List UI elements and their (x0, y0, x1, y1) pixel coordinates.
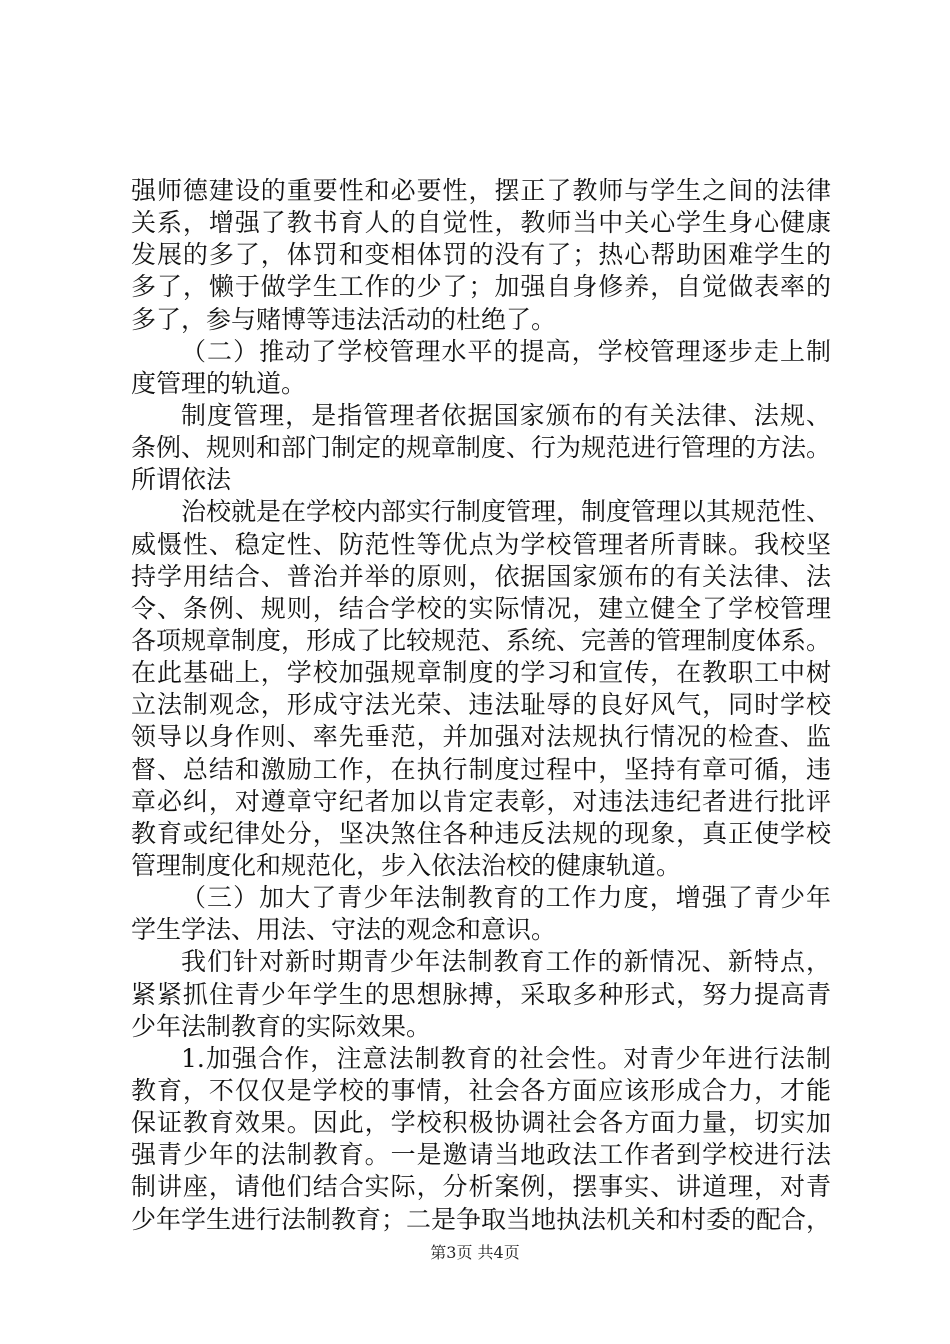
text-line: 所谓依法 (131, 465, 232, 495)
text-line: 少年学生进行法制教育；二是争取当地执法机关和村委的配合， (131, 1204, 832, 1234)
text-line: 持学用结合、普治并举的原则，依据国家颁布的有关法律、法 (131, 561, 831, 591)
body-text (131, 175, 831, 1236)
text-line: 在此基础上，学校加强规章制度的学习和宣传，在教职工中树 (131, 658, 831, 688)
text-line: 我们针对新时期青少年法制教育工作的新情况、新特点， (181, 947, 831, 977)
text-line: 关系，增强了教书育人的自觉性，教师当中关心学生身心健康 (131, 208, 831, 238)
text-line: 各项规章制度，形成了比较规范、系统、完善的管理制度体系。 (131, 625, 832, 655)
text-line: 制度管理，是指管理者依据国家颁布的有关法律、法规、 (181, 400, 831, 430)
text-line: 立法制观念，形成守法光荣、违法耻辱的良好风气，同时学校 (131, 690, 831, 720)
text-line: 条例、规则和部门制定的规章制度、行为规范进行管理的方法。 (131, 433, 832, 463)
text-line: 令、条例、规则，结合学校的实际情况，建立健全了学校管理 (131, 593, 831, 623)
text-line: 学生学法、用法、守法的观念和意识。 (131, 915, 557, 945)
text-line: 领导以身作则、率先垂范，并加强对法规执行情况的检查、监 (131, 722, 831, 752)
text-line: 保证教育效果。因此，学校积极协调社会各方面力量，切实加 (131, 1108, 831, 1138)
text-line: 强青少年的法制教育。一是邀请当地政法工作者到学校进行法 (131, 1140, 831, 1170)
text-line: 教育，不仅仅是学校的事情，社会各方面应该形成合力，才能 (131, 1075, 831, 1105)
text-line: 章必纠，对遵章守纪者加以肯定表彰，对违法违纪者进行批评 (131, 786, 831, 816)
text-line: 紧紧抓住青少年学生的思想脉搏，采取多种形式，努力提高青 (131, 979, 831, 1009)
text-line: 1.加强合作，注意法制教育的社会性。对青少年进行法制 (181, 1043, 831, 1073)
text-line: 发展的多了，体罚和变相体罚的没有了；热心帮助困难学生的 (131, 240, 831, 270)
text-line: 强师德建设的重要性和必要性，摆正了教师与学生之间的法律 (131, 176, 831, 205)
text-line: 少年法制教育的实际效果。 (131, 1011, 432, 1041)
text-line: 督、总结和激励工作，在执行制度过程中，坚持有章可循，违 (131, 754, 831, 784)
text-line: （三）加大了青少年法制教育的工作力度，增强了青少年 (181, 883, 831, 913)
text-line: 多了，懒于做学生工作的少了；加强自身修养，自觉做表率的 (131, 272, 831, 302)
text-line: 治校就是在学校内部实行制度管理，制度管理以其规范性、 (181, 497, 832, 527)
text-line: 度管理的轨道。 (131, 368, 307, 398)
text-line: 威慑性、稳定性、防范性等优点为学校管理者所青睐。我校坚 (131, 529, 831, 559)
text-line: 管理制度化和规范化，步入依法治校的健康轨道。 (131, 850, 682, 880)
text-line: 制讲座，请他们结合实际，分析案例，摆事实、讲道理，对青 (131, 1172, 831, 1202)
text-line: 多了，参与赌博等违法活动的杜绝了。 (131, 304, 557, 334)
text-line: 教育或纪律处分，坚决煞住各种违反法规的现象，真正使学校 (131, 818, 831, 848)
page-footer: 第3页 共4页 (430, 1243, 520, 1262)
text-line: （二）推动了学校管理水平的提高，学校管理逐步走上制 (181, 336, 831, 366)
